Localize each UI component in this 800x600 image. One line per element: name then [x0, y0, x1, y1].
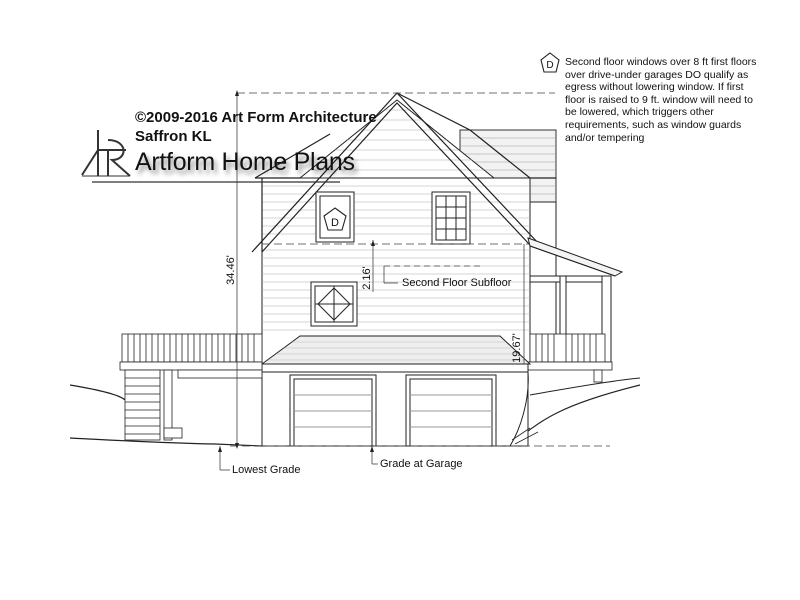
copyright-text: ©2009-2016 Art Form Architecture [135, 109, 377, 126]
porch-railing-right [528, 334, 612, 382]
garage-height-dimension: 19.67' [510, 333, 523, 363]
plan-name: Saffron KL [135, 128, 212, 145]
window-upper-right [432, 192, 470, 244]
garage-door-right [406, 375, 496, 446]
overall-height-dimension: 34.46' [224, 255, 237, 285]
ground-slope-right-2 [530, 378, 640, 395]
subfloor-offset-dimension: 2.16' [360, 266, 373, 290]
left-deck [120, 334, 262, 440]
garage-door-left [290, 375, 376, 446]
ground-line-left [70, 385, 125, 400]
window-tag-label: D [331, 217, 339, 229]
second-floor-subfloor-label: Second Floor Subfloor [402, 277, 512, 289]
egress-note: Second floor windows over 8 ft first floors over drive-under garages DO qualify as egress without lowering window. If first floor is raised to 9 ft. window will need to be lowered, which triggers other requirements, such as window guards and/or tempering [565, 56, 757, 144]
grade-at-garage-label: Grade at Garage [380, 458, 463, 470]
window-mid [311, 282, 357, 326]
lowest-grade-label: Lowest Grade [232, 464, 301, 476]
note-tag-label: D [546, 60, 554, 71]
brand-name: Artform Home Plans [135, 148, 355, 176]
